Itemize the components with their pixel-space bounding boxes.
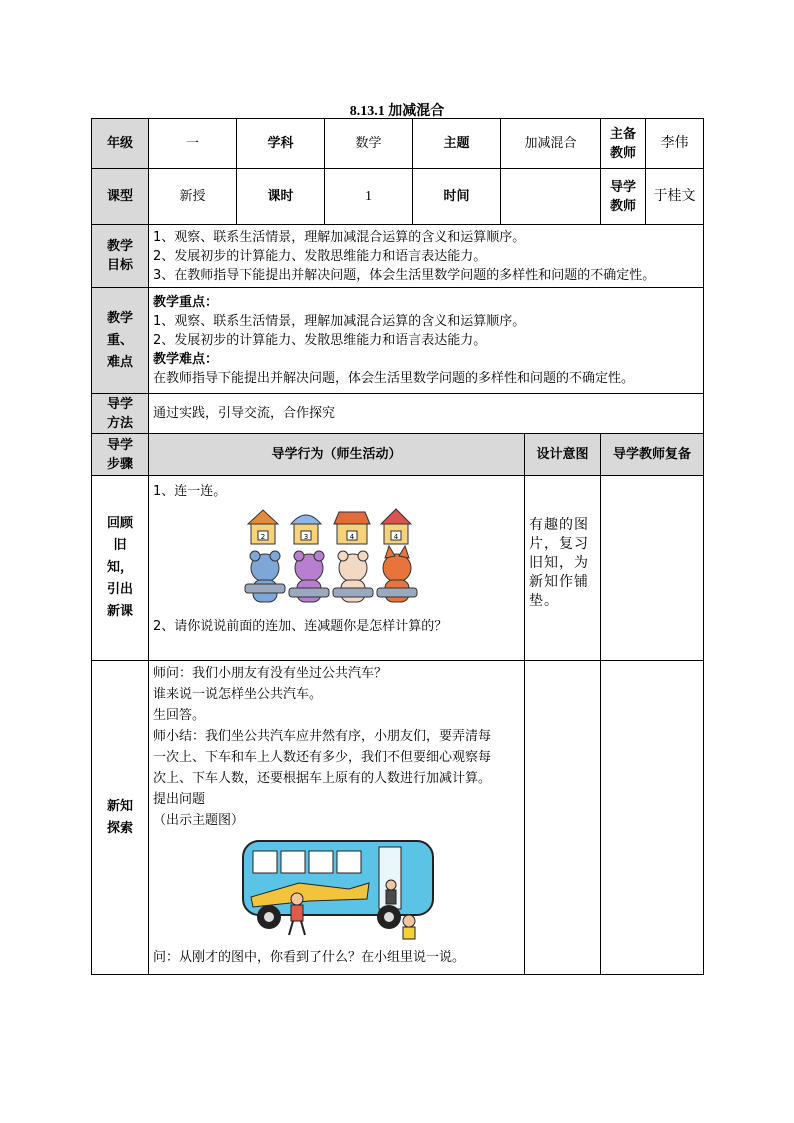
header-row-1 (92, 119, 704, 169)
equation-plate-icon (289, 588, 329, 597)
page-title: 8.13.1 加减混合 (349, 104, 445, 119)
explore-line: 师小结：我们坐公共汽车应井然有序，小朋友们，要弄清每 (153, 729, 492, 744)
equation-plate-icon (245, 584, 285, 593)
guide-teacher-label: 导学教师 (601, 169, 646, 225)
goals-row (92, 225, 704, 288)
houses-animals-illustration (153, 501, 520, 617)
explore-row (92, 661, 704, 975)
review-intent: 有趣的图片，复习旧知，为新知作铺垫。 (525, 476, 601, 661)
review-content (149, 476, 525, 661)
time-label: 时间 (413, 169, 501, 225)
key-points-heading: 教学重点： (153, 295, 219, 310)
guide-teacher-value: 于桂文 (646, 169, 704, 225)
intent-header: 设计意图 (525, 434, 601, 476)
house-icon (291, 515, 321, 544)
explore-line: （出示主题图） (153, 813, 245, 828)
goal-item: 2、发展初步的计算能力、发散思维能力和语言表达能力。 (153, 248, 487, 264)
explore-line: 生回答。 (153, 708, 206, 723)
activity-header: 导学行为（师生活动） (149, 434, 525, 476)
svg-text:4: 4 (393, 533, 399, 541)
subject-value: 数学 (325, 119, 413, 169)
house-icon (334, 512, 370, 544)
explore-line: 谁来说一说怎样坐公共汽车。 (153, 687, 323, 702)
subject-label: 学科 (237, 119, 325, 169)
key-point-item: 1、观察、联系生活情景，理解加减混合运算的含义和运算顺序。 (153, 314, 526, 329)
explore-intent (525, 661, 601, 975)
method-label: 导学方法 (92, 394, 149, 434)
steps-header-row (92, 434, 704, 476)
key-point-item: 2、发展初步的计算能力、发散思维能力和语言表达能力。 (153, 333, 487, 348)
grade-value: 一 (149, 119, 237, 169)
lesson-plan-table (91, 118, 704, 975)
lesson-type-label: 课型 (92, 169, 149, 225)
review-line-1: 1、连一连。 (153, 484, 227, 499)
child-icon (386, 880, 396, 904)
method-value: 通过实践，引导交流，合作探究 (149, 394, 704, 434)
explore-line: 师问：我们小朋友有没有坐过公共汽车？ (153, 666, 388, 681)
method-row (92, 394, 704, 434)
difficult-point-item: 在教师指导下能提出并解决问题，体会生活里数学问题的多样性和问题的不确定性。 (153, 371, 635, 386)
equation-plate-icon (333, 588, 373, 597)
period-value: 1 (325, 169, 413, 225)
topic-label: 主题 (413, 119, 501, 169)
header-row-2 (92, 169, 704, 225)
topic-value: 加减混合 (501, 119, 601, 169)
svg-text:2: 2 (260, 533, 266, 541)
explore-line: 次上、下车人数，还要根据车上原有的人数进行加减计算。 (153, 771, 492, 786)
goal-item: 1、观察、联系生活情景，理解加减混合运算的含义和运算顺序。 (153, 229, 526, 245)
time-value (501, 169, 601, 225)
explore-label: 新知探索 (92, 661, 149, 975)
goals-content (149, 225, 704, 288)
child-icon (289, 893, 305, 935)
goals-label: 教学目标 (92, 225, 149, 288)
goal-item: 3、在教师指导下能提出并解决问题，体会生活里数学问题的多样性和问题的不确定性。 (153, 267, 656, 283)
explore-content (149, 661, 525, 975)
review-row (92, 476, 704, 661)
svg-text:3: 3 (303, 533, 309, 541)
prep-header: 导学教师复备 (601, 434, 704, 476)
review-line-2: 2、请你说说前面的连加、连减题你是怎样计算的？ (153, 619, 448, 634)
lead-teacher-label: 主备教师 (601, 119, 646, 169)
focus-label: 教学重、难点 (92, 288, 149, 394)
equation-plate-icon (377, 588, 417, 597)
lead-teacher-value: 李伟 (646, 119, 704, 169)
animal-icon (250, 551, 280, 602)
house-icon (248, 510, 278, 544)
house-icon (381, 509, 411, 544)
child-icon (403, 915, 415, 939)
difficult-points-heading: 教学难点： (153, 352, 219, 367)
steps-label: 导学步骤 (92, 434, 149, 476)
review-label: 回顾旧知，引出新课 (92, 476, 149, 661)
explore-line: 一次上、下车和车上人数还有多少，我们不但要细心观察每 (153, 750, 492, 765)
explore-prep (601, 661, 704, 975)
grade-label: 年级 (92, 119, 149, 169)
review-prep (601, 476, 704, 661)
bus-illustration (153, 831, 520, 947)
svg-text:4: 4 (349, 533, 355, 541)
focus-row (92, 288, 704, 394)
focus-content (149, 288, 704, 394)
explore-question: 问：从刚才的图中，你看到了什么？在小组里说一说。 (153, 950, 466, 965)
lesson-type-value: 新授 (149, 169, 237, 225)
period-label: 课时 (237, 169, 325, 225)
explore-line: 提出问题 (153, 792, 206, 807)
